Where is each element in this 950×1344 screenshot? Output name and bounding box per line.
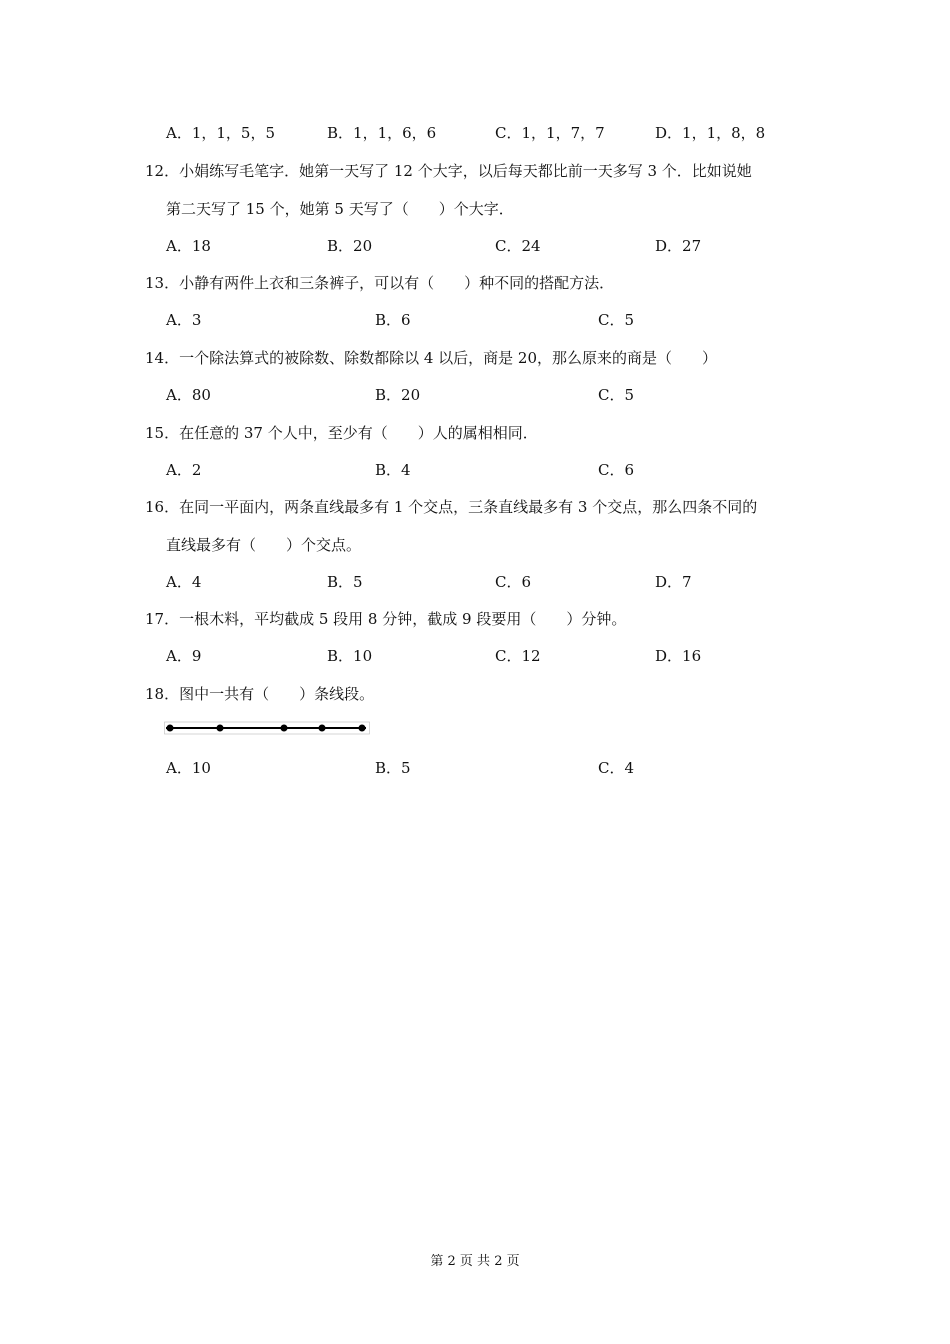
q16-stem-line1: 16．在同一平面内，两条直线最多有 1 个交点，三条直线最多有 3 个交点，那么四条不同的 xyxy=(145,498,758,516)
q12-option-a: A．18 xyxy=(166,237,211,255)
q18-option-c: C．4 xyxy=(598,759,635,777)
line-segment-figure xyxy=(164,720,370,736)
q14-option-a: A．80 xyxy=(166,386,211,404)
q11-option-b: B．1，1，6，6 xyxy=(327,124,437,142)
q17-option-d: D．16 xyxy=(655,647,702,665)
q12-stem-line1: 12．小娟练写毛笔字．她第一天写了 12 个大字，以后每天都比前一天多写 3 个．比如说她 xyxy=(145,162,752,180)
q18-stem: 18．图中一共有（ ）条线段。 xyxy=(145,685,375,703)
q14-option-c: C．5 xyxy=(598,386,635,404)
q16-stem-line2: 直线最多有（ ）个交点。 xyxy=(166,536,362,554)
q17-option-b: B．10 xyxy=(327,647,373,665)
q15-stem: 15．在任意的 37 个人中，至少有（ ）人的属相相同． xyxy=(145,424,538,442)
q12-stem-line2: 第二天写了 15 个，她第 5 天写了（ ）个大字． xyxy=(166,200,514,218)
q11-option-c: C．1，1，7，7 xyxy=(495,124,605,142)
q16-option-d: D．7 xyxy=(655,573,692,591)
q16-option-b: B．5 xyxy=(327,573,363,591)
q16-option-c: C．6 xyxy=(495,573,532,591)
point-4 xyxy=(319,725,326,732)
q15-option-a: A．2 xyxy=(166,461,202,479)
q12-option-c: C．24 xyxy=(495,237,541,255)
q15-option-b: B．4 xyxy=(375,461,411,479)
q18-option-a: A．10 xyxy=(166,759,211,777)
point-5 xyxy=(359,725,366,732)
q13-stem: 13．小静有两件上衣和三条裤子，可以有（ ）种不同的搭配方法． xyxy=(145,274,615,292)
point-1 xyxy=(167,725,174,732)
q13-option-a: A．3 xyxy=(166,311,202,329)
q12-option-d: D．27 xyxy=(655,237,702,255)
q15-option-c: C．6 xyxy=(598,461,635,479)
q11-option-a: A．1，1，5，5 xyxy=(166,124,276,142)
q12-option-b: B．20 xyxy=(327,237,373,255)
point-3 xyxy=(281,725,288,732)
q13-option-b: B．6 xyxy=(375,311,411,329)
q17-option-c: C．12 xyxy=(495,647,541,665)
q13-option-c: C．5 xyxy=(598,311,635,329)
q11-option-d: D．1，1，8，8 xyxy=(655,124,766,142)
q17-option-a: A．9 xyxy=(166,647,202,665)
q14-option-b: B．20 xyxy=(375,386,421,404)
q18-option-b: B．5 xyxy=(375,759,411,777)
q16-option-a: A．4 xyxy=(166,573,202,591)
point-2 xyxy=(217,725,224,732)
page-footer: 第 2 页 共 2 页 xyxy=(430,1254,520,1269)
q14-stem: 14．一个除法算式的被除数、除数都除以 4 以后，商是 20，那么原来的商是（ ） xyxy=(145,349,718,367)
q17-stem: 17．一根木料，平均截成 5 段用 8 分钟，截成 9 段要用（ ）分钟。 xyxy=(145,610,627,628)
